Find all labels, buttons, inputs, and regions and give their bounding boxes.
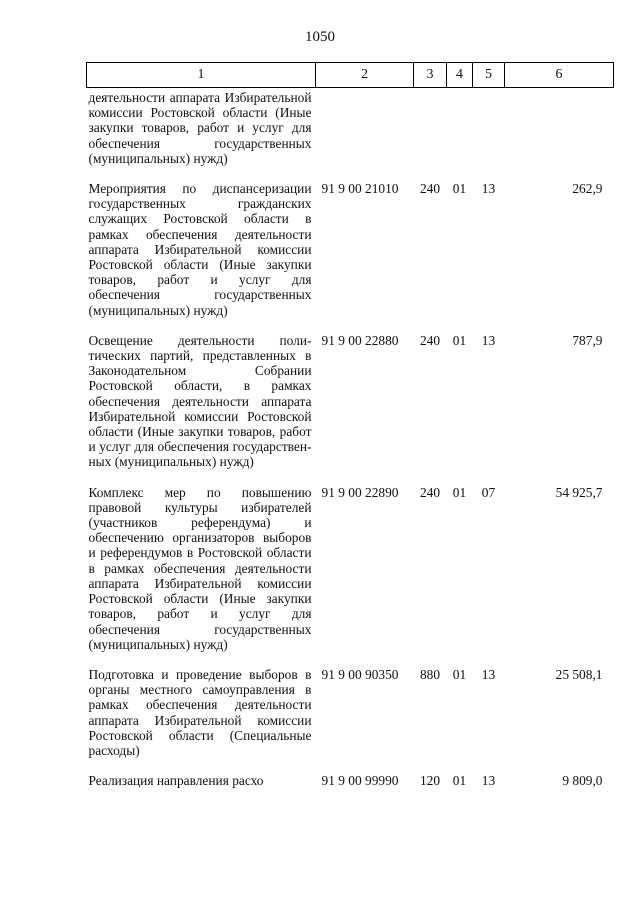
column-header: 3 (414, 63, 447, 88)
row-section: 01 (452, 666, 467, 682)
table-row (87, 773, 614, 788)
row-target-code: 91 9 00 90350 (321, 666, 399, 682)
column-header: 4 (447, 63, 473, 88)
row-description: Реализация направления расхо (88, 773, 264, 789)
row-subsection: 13 (481, 666, 496, 682)
column-header: 2 (316, 63, 414, 88)
row-target-code (316, 88, 414, 182)
column-header: 6 (505, 63, 614, 88)
table-row (87, 333, 614, 485)
row-amount: 25 508,1 (555, 666, 603, 682)
table-row (87, 88, 614, 182)
row-amount: 262,9 (572, 181, 603, 197)
row-expense-type: 240 (419, 484, 441, 500)
column-header: 1 (87, 63, 316, 88)
row-section: 01 (452, 484, 467, 500)
row-target-code: 91 9 00 22890 (321, 484, 399, 500)
row-target-code: 91 9 00 22880 (321, 332, 399, 348)
row-description: Освещение деятельности политических партий, представленных в Законодательном Собрании Ростовской области, в рамках обеспечения деятельности аппарата Избирательной комиссии Ростовской области (Иные закупки товаров, работ и услуг для обеспечения государственных (муниципальных) нужд) (88, 332, 312, 470)
row-amount: 9 809,0 (562, 773, 603, 789)
row-target-code: 91 9 00 21010 (321, 181, 399, 197)
row-description: деятельности аппарата Избирательной комиссии Ростовской области (Иные закупки товаров, работ и услуг для обеспечения государственных (муниципальных) нужд) (88, 90, 312, 166)
budget-table (86, 62, 614, 788)
column-header: 5 (473, 63, 505, 88)
row-description: Подготовка и проведение выборов в органы местного самоуправления в рамках обеспечения деятельности аппарата Избирательной комиссии Ростовской области (Специальные расходы) (88, 666, 312, 758)
row-amount (505, 88, 614, 182)
row-expense-type: 880 (419, 666, 441, 682)
row-section: 01 (452, 181, 467, 197)
page-number: 1050 (305, 29, 335, 45)
row-section: 01 (452, 332, 467, 348)
row-section: 01 (452, 773, 467, 789)
row-subsection: 07 (481, 484, 496, 500)
row-subsection: 13 (481, 773, 496, 789)
row-section (447, 88, 473, 182)
row-target-code: 91 9 00 99990 (321, 773, 399, 789)
row-expense-type: 240 (419, 332, 441, 348)
row-expense-type (414, 88, 447, 182)
row-amount: 54 925,7 (555, 484, 603, 500)
row-description: Мероприятия по диспансеризации государственных гражданских служащих Ростовской области в рамках обеспечения деятельности аппарата Избирательной комиссии Ростовской области (Иные закупки товаров, работ и услуг для обеспечения государственных (муниципальных) нужд) (88, 181, 312, 318)
table-row (87, 485, 614, 667)
table-header-row (87, 63, 614, 88)
row-amount: 787,9 (572, 332, 603, 348)
table-row (87, 181, 614, 333)
row-description: Комплекс мер по повышению правовой культуры избирателей (участников референдума) и обеспечению организаторов выборов и референдумов в Ростовской области в рамках обеспечения деятельности аппарата Избирательной комиссии Ростовской области (Иные закупки товаров, работ и услуг для обеспечения государственных (муниципальных) нужд) (88, 484, 312, 652)
row-subsection: 13 (481, 332, 496, 348)
table-row (87, 667, 614, 773)
row-expense-type: 120 (419, 773, 441, 789)
row-expense-type: 240 (419, 181, 441, 197)
row-subsection (473, 88, 505, 182)
row-subsection: 13 (481, 181, 496, 197)
